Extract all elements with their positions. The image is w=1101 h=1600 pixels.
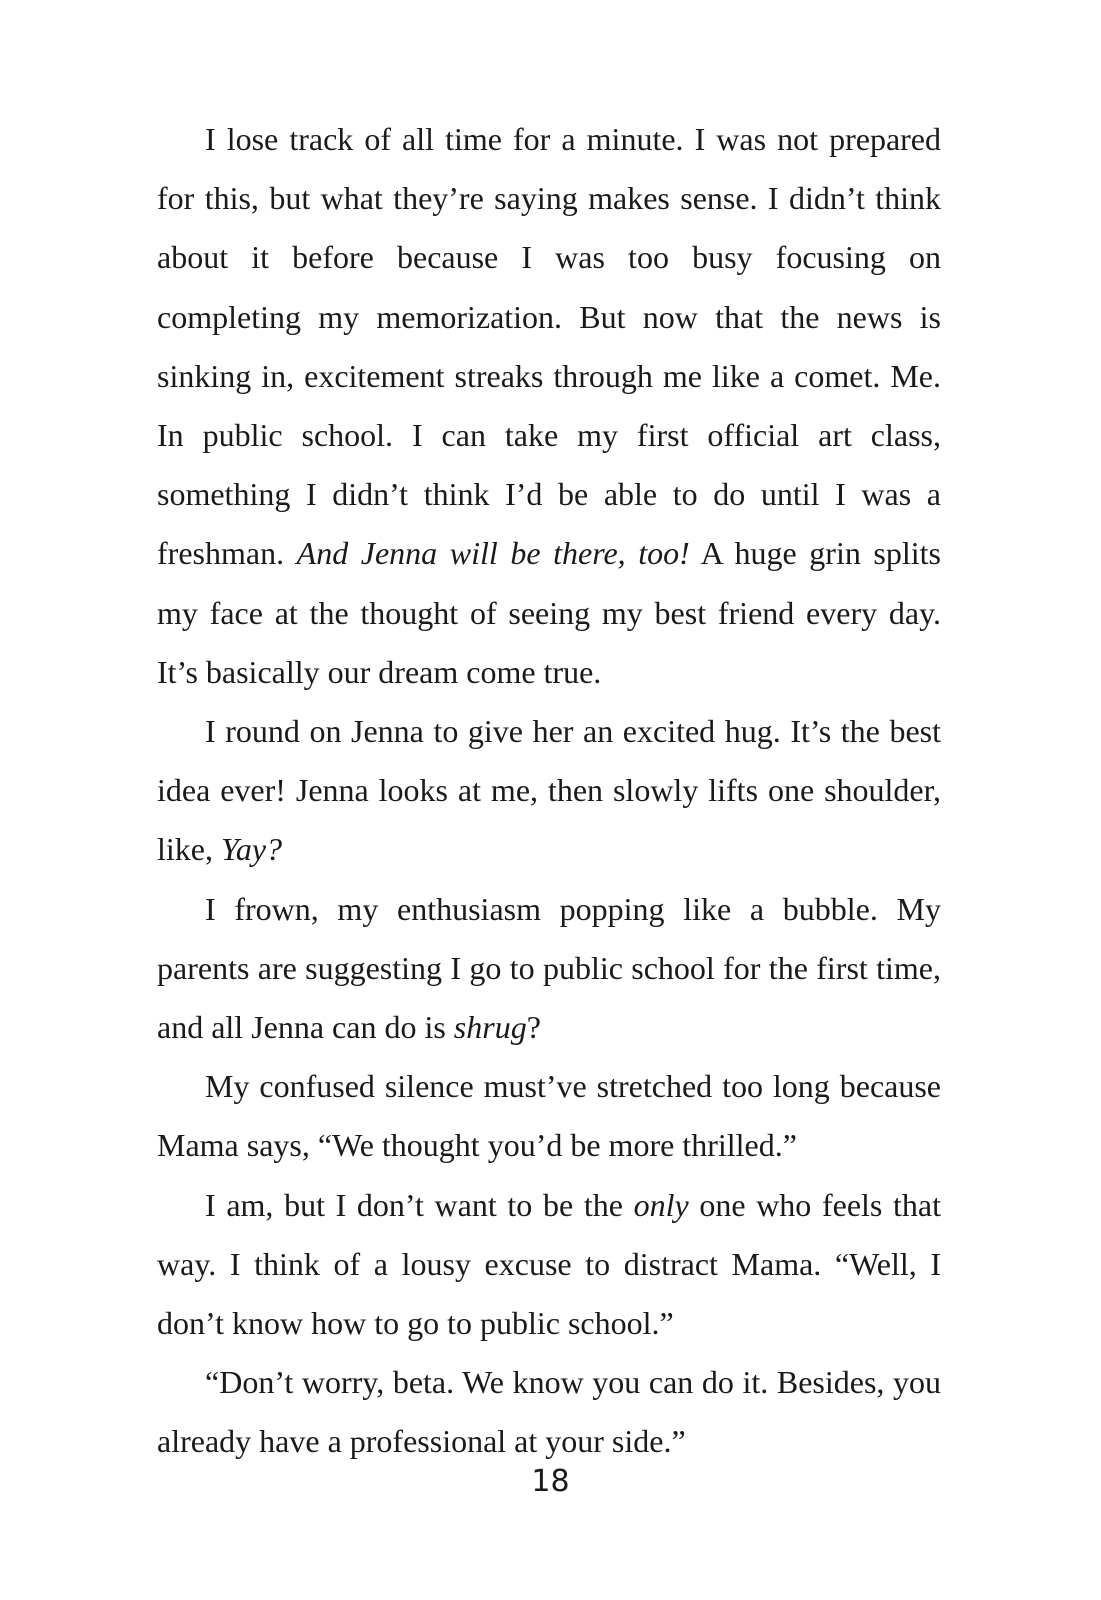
paragraph-4-text: My confused silence must’ve stretched too long because Mama says, “We thought you’d be more thrilled.” [157, 1068, 941, 1164]
page-number: 18 [531, 1464, 570, 1499]
paragraph-3-italic: shrug [453, 1009, 527, 1046]
paragraph-6 [157, 1353, 941, 1471]
paragraph-2-text-a: I round on Jenna to give her an excited hug. It’s the best idea ever! Jenna looks at me, then slowly lifts one shoulder, like, [157, 713, 941, 868]
paragraph-5 [157, 1176, 941, 1354]
paragraph-1-text-a: I lose track of all time for a minute. I was not prepared for this, but what they’re saying makes sense. I didn’t think about it before because I was too busy focusing on completing my memorization. But now that the news is sinking in, excitement streaks through me like a comet. Me. In public school. I can take my first official art class, something I didn’t think I’d be able to do until I was a freshman. [157, 121, 941, 572]
paragraph-4 [157, 1057, 941, 1175]
paragraph-1-text-b: A huge grin splits my face at the thought of seeing my best friend every day. It’s basically our dream come true. [157, 535, 942, 690]
paragraph-1-italic: And Jenna will be there, too! [296, 535, 690, 572]
paragraph-3-text-b: ? [526, 1009, 541, 1046]
paragraph-5-text-a: I am, but I don’t want to be the [205, 1186, 634, 1223]
paragraph-1 [157, 110, 941, 702]
paragraph-2-italic: Yay? [220, 831, 283, 868]
paragraph-5-text-b: one who feels that way. I think of a lousy excuse to distract Mama. “Well, I don’t know how to go to public school.” [157, 1186, 942, 1342]
paragraph-2 [157, 702, 941, 880]
paragraph-5-italic: only [633, 1186, 689, 1223]
paragraph-6-text: “Don’t worry, beta. We know you can do it. Besides, you already have a professional at your side.” [157, 1364, 941, 1460]
paragraph-3 [157, 880, 941, 1058]
page-body [157, 110, 941, 1472]
paragraph-3-text-a: I frown, my enthusiasm popping like a bubble. My parents are suggesting I go to public school for the first time, and all Jenna can do is [157, 890, 941, 1046]
